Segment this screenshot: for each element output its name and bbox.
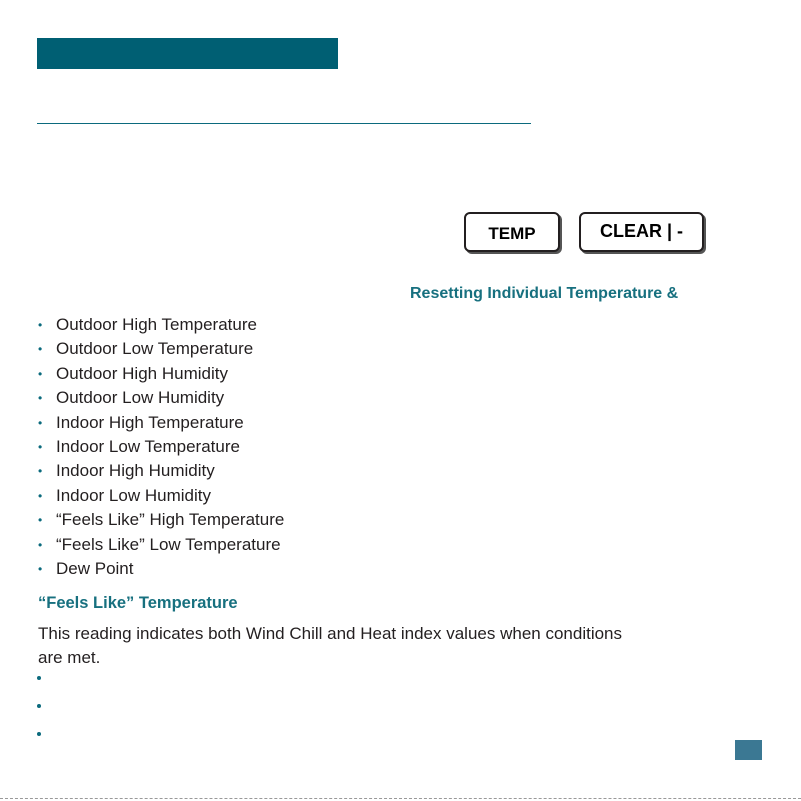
list-item-label: Outdoor High Temperature (56, 315, 257, 334)
bullet-icon: • (38, 439, 43, 454)
clear-key-label: CLEAR | - (599, 220, 684, 241)
bullet-icon: • (38, 391, 43, 406)
list-item (38, 484, 284, 508)
list-item-label: Outdoor High Humidity (56, 363, 228, 383)
section-heading: Resetting Individual Temperature & (410, 285, 679, 302)
list-item (38, 362, 284, 386)
list-item (38, 508, 284, 532)
page-marker (735, 740, 762, 760)
list-item-label: Indoor High Temperature (56, 412, 244, 432)
list-item (38, 557, 284, 581)
list-item-label: Dew Point (56, 558, 134, 578)
header-bar (37, 38, 338, 69)
list-item-label: “Feels Like” High Temperature (56, 510, 285, 530)
list-item-label: Outdoor Low Temperature (56, 339, 254, 359)
list-item (38, 435, 284, 459)
list-item (38, 533, 284, 557)
feels-like-paragraph: This reading indicates both Wind Chill and Heat index values when conditions are met. (38, 624, 623, 667)
clear-key-button[interactable] (579, 212, 704, 252)
bullet-icon (37, 676, 41, 680)
list-item (38, 337, 284, 361)
list-item-label: Indoor Low Temperature (56, 436, 240, 456)
bullet-icon: • (38, 366, 43, 381)
list-item (38, 459, 284, 483)
temp-key-button[interactable] (464, 212, 560, 252)
list-item (38, 386, 284, 410)
bullet-icon: • (38, 561, 43, 576)
bullet-icon: • (38, 464, 43, 479)
page-bottom-edge (0, 798, 801, 799)
bullet-icon (37, 732, 41, 736)
bullet-icon: • (38, 318, 43, 332)
temp-key-label: TEMP (488, 223, 536, 243)
bullet-icon: • (38, 537, 43, 552)
bullet-icon: • (38, 513, 43, 528)
list-item-label: Indoor Low Humidity (56, 485, 211, 505)
bullet-icon: • (38, 342, 43, 357)
feels-like-heading: “Feels Like” Temperature (38, 594, 238, 612)
list-item-label: “Feels Like” Low Temperature (56, 534, 281, 554)
bullet-icon (37, 704, 41, 708)
records-list (38, 313, 284, 581)
bullet-icon: • (38, 488, 43, 503)
list-item-label: Outdoor Low Humidity (56, 388, 225, 408)
list-item-label: Indoor High Humidity (56, 461, 215, 481)
bullet-icon: • (38, 415, 43, 430)
list-item (38, 313, 284, 337)
list-item (38, 411, 284, 435)
divider-rule (37, 123, 531, 124)
